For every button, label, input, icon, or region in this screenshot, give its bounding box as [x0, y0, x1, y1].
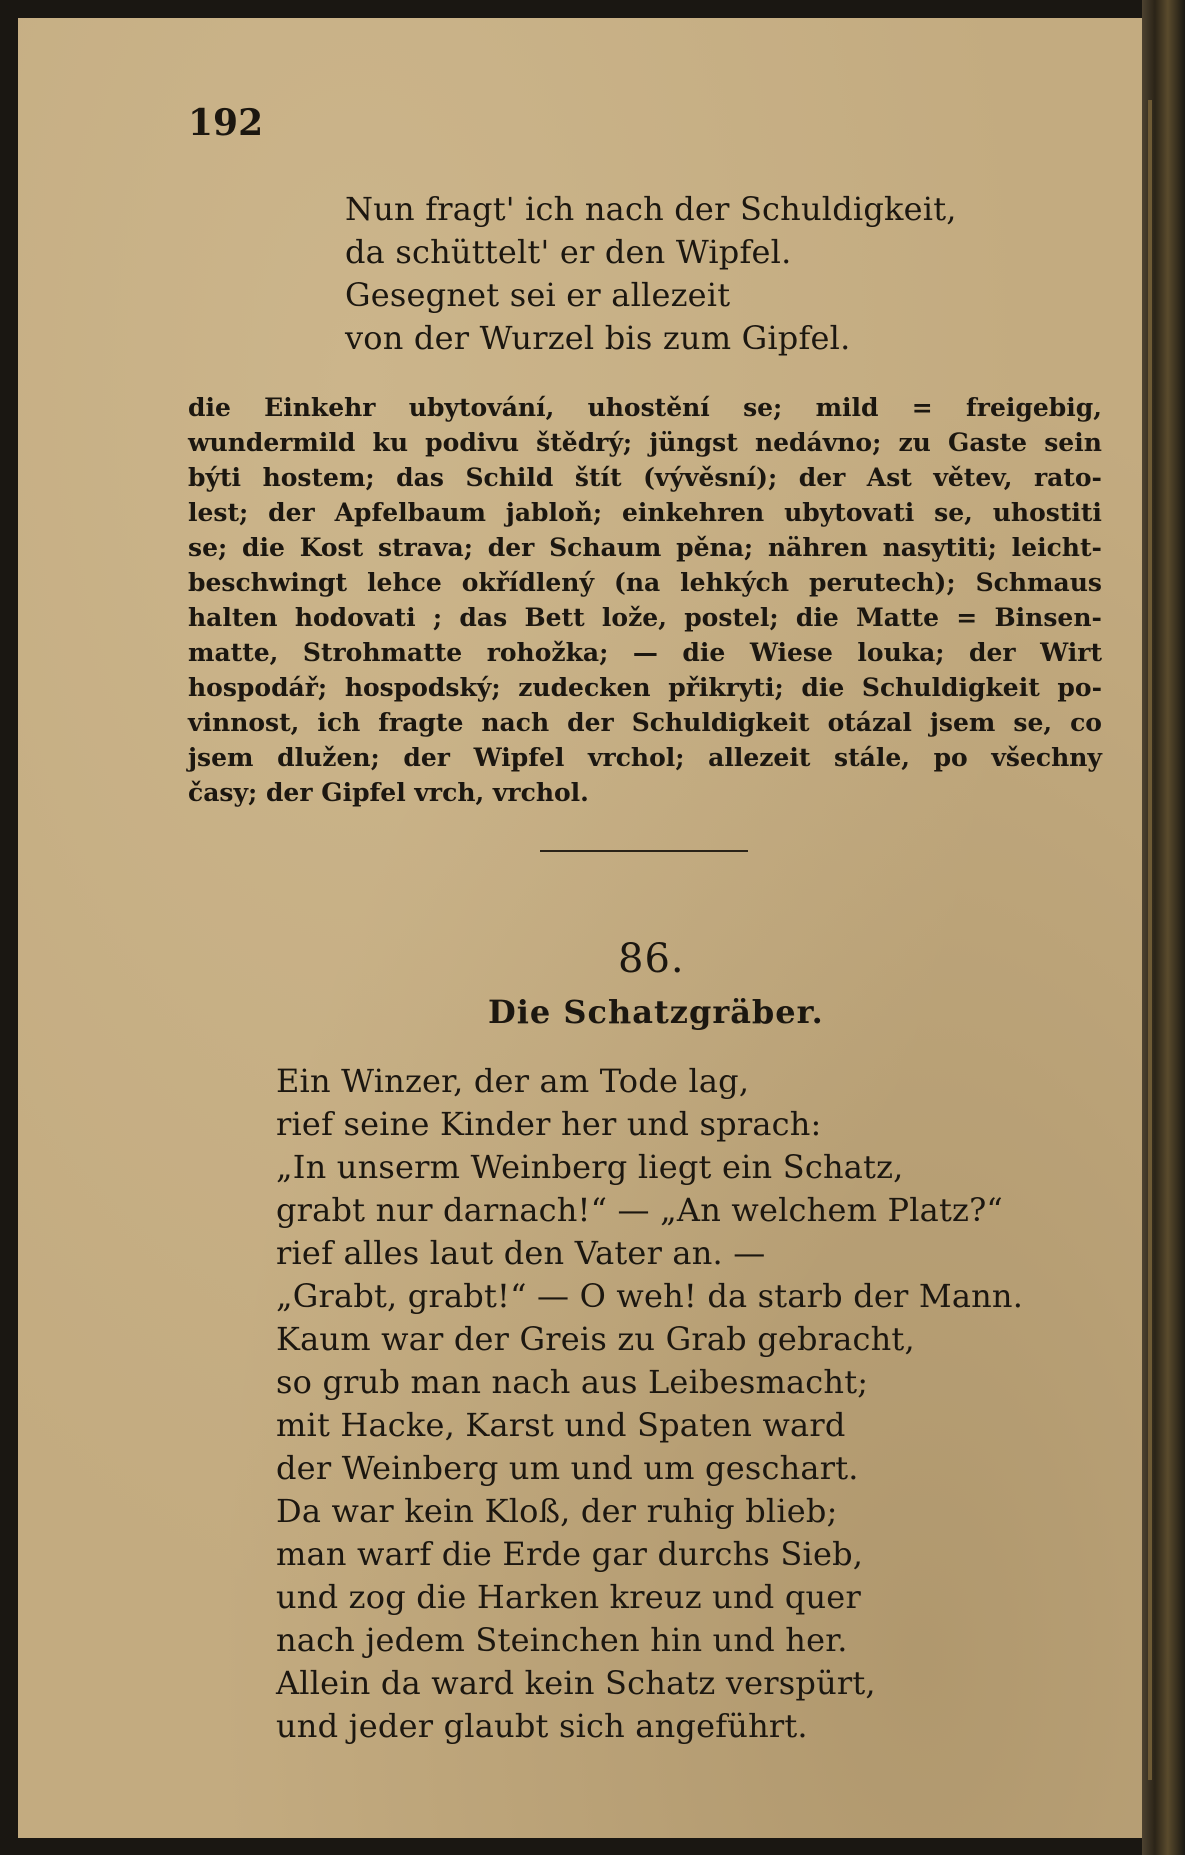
- poem-number: 86.: [618, 936, 685, 982]
- glossary-line: vinnost, ich fragte nach der Schuldigkeit otázal jsem se, co: [188, 708, 1102, 737]
- poem-line: „Grabt, grabt!“ — O weh! da starb der Mann.: [276, 1277, 1024, 1315]
- glossary-line: jsem dlužen; der Wipfel vrchol; allezeit stále, po všechny: [188, 743, 1102, 772]
- glossary-line: beschwingt lehce okřídlený (na lehkých perutech); Schmaus: [188, 568, 1102, 597]
- vocabulary-notes: [188, 390, 1102, 810]
- poem-line: Ein Winzer, der am Tode lag,: [276, 1062, 750, 1100]
- page-number: 192: [188, 102, 264, 144]
- poem-line: mit Hacke, Karst und Spaten ward: [276, 1406, 846, 1444]
- glossary-line: hospodář; hospodský; zudecken přikryti; die Schuldigkeit po-: [188, 673, 1102, 702]
- glossary-line: wundermild ku podivu štědrý; jüngst nedávno; zu Gaste sein: [188, 428, 1102, 457]
- verse-line: von der Wurzel bis zum Gipfel.: [345, 319, 851, 357]
- poem-line: Da war kein Kloß, der ruhig blieb;: [276, 1492, 838, 1530]
- poem-line: nach jedem Steinchen hin und her.: [276, 1621, 848, 1659]
- poem-line: Allein da ward kein Schatz verspürt,: [276, 1664, 876, 1702]
- binding-edge: [1148, 100, 1152, 1780]
- verse-continuation: [345, 188, 957, 360]
- poem-body: [276, 1060, 1023, 1748]
- poem-line: man warf die Erde gar durchs Sieb,: [276, 1535, 864, 1573]
- glossary-line: matte, Strohmatte rohožka; — die Wiese louka; der Wirt: [188, 638, 1102, 667]
- verse-line: Gesegnet sei er allezeit: [345, 276, 731, 314]
- poem-line: der Weinberg um und um geschart.: [276, 1449, 859, 1487]
- poem-title: Die Schatzgräber.: [488, 993, 824, 1031]
- poem-line: und zog die Harken kreuz und quer: [276, 1578, 861, 1616]
- book-page: [18, 18, 1148, 1838]
- glossary-line: lest; der Apfelbaum jabloň; einkehren ubytovati se, uhostiti: [188, 498, 1102, 527]
- poem-line: „In unserm Weinberg liegt ein Schatz,: [276, 1148, 904, 1186]
- poem-line: rief alles laut den Vater an. —: [276, 1234, 766, 1272]
- glossary-line: se; die Kost strava; der Schaum pěna; nähren nasytiti; leicht-: [188, 533, 1102, 562]
- verse-line: da schüttelt' er den Wipfel.: [345, 233, 792, 271]
- verse-line: Nun fragt' ich nach der Schuldigkeit,: [345, 190, 957, 228]
- glossary-line: die Einkehr ubytování, uhostění se; mild = freigebig,: [188, 393, 1102, 422]
- poem-line: grabt nur darnach!“ — „An welchem Platz?“: [276, 1191, 1003, 1229]
- glossary-line: halten hodovati ; das Bett lože, postel; die Matte = Binsen-: [188, 603, 1102, 632]
- glossary-line: býti hostem; das Schild štít (vývěsní); der Ast větev, rato-: [188, 463, 1102, 492]
- poem-line: Kaum war der Greis zu Grab gebracht,: [276, 1320, 915, 1358]
- poem-line: rief seine Kinder her und sprach:: [276, 1105, 822, 1143]
- poem-line: so grub man nach aus Leibesmacht;: [276, 1363, 869, 1401]
- section-divider: [540, 850, 748, 852]
- poem-line: und jeder glaubt sich angeführt.: [276, 1707, 808, 1745]
- glossary-line: časy; der Gipfel vrch, vrchol.: [188, 778, 589, 807]
